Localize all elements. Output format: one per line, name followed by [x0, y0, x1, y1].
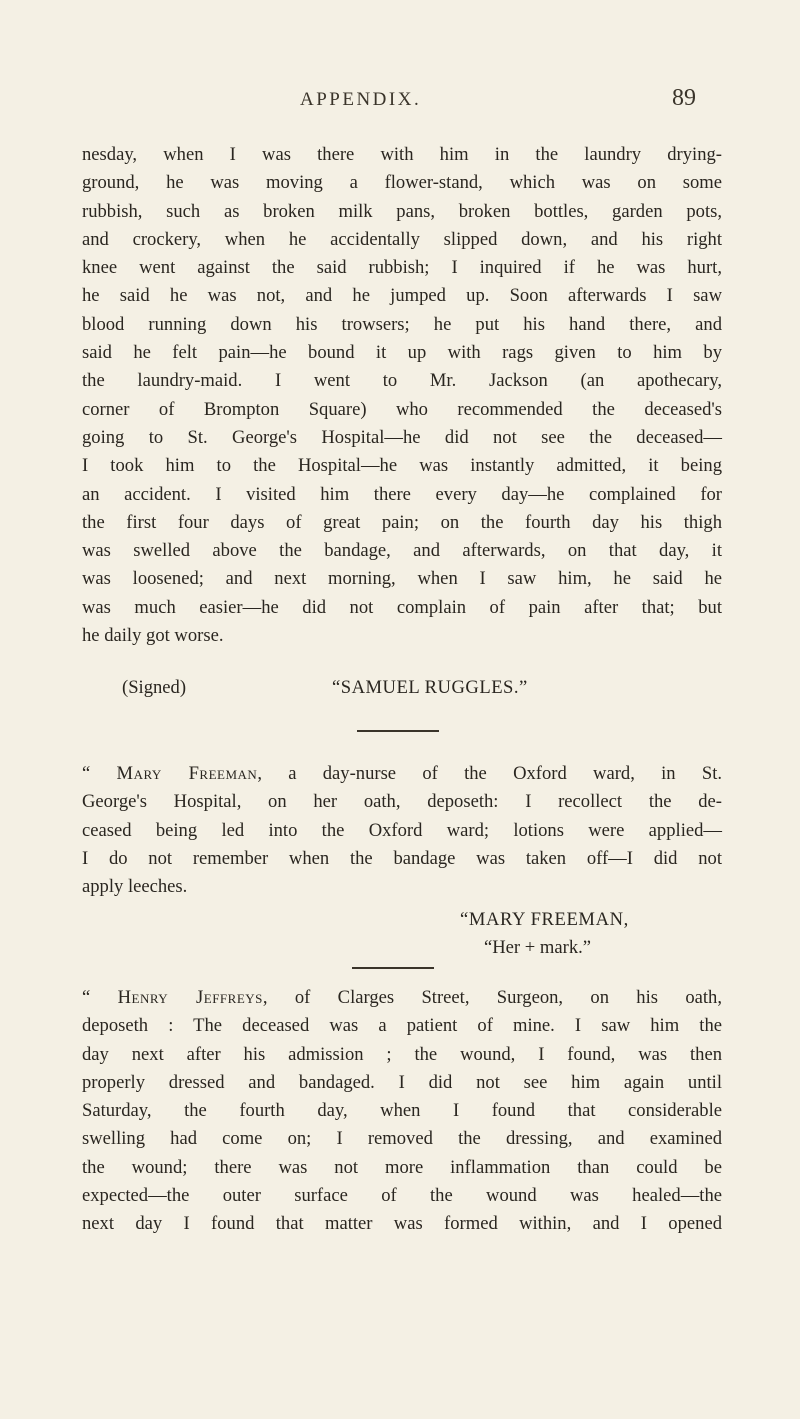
text-line: he said he was not, and he jumped up. Soon afterwards I saw: [82, 285, 722, 307]
text-line: was loosened; and next morning, when I saw him, he said he: [82, 568, 722, 590]
page-header: [0, 75, 800, 115]
running-head: APPENDIX.: [300, 89, 422, 110]
text-line: he daily got worse.: [82, 625, 224, 647]
section-divider: [357, 730, 439, 732]
text-line: nesday, when I was there with him in the laundry drying-: [82, 144, 722, 165]
text-line: George's Hospital, on her oath, deposeth: I recollect the de-: [82, 791, 722, 813]
text-line: the laundry-maid. I went to Mr. Jackson (an apothecary,: [82, 370, 722, 392]
text-line: corner of Brompton Square) who recommended the deceased's: [82, 398, 722, 420]
text-line: the first four days of great pain; on the fourth day his thigh: [82, 511, 722, 533]
deponent-name: Henry Jeffreys: [117, 987, 263, 1008]
text-line: and crockery, when he accidentally slipped down, and his right: [82, 228, 722, 250]
text-line: expected—the outer surface of the wound was healed—the: [82, 1185, 722, 1207]
text-line: the wound; there was not more inflammation than could be: [82, 1156, 722, 1178]
text-line: rubbish, such as broken milk pans, broken bottles, garden pots,: [82, 200, 722, 222]
text-line: properly dressed and bandaged. I did not see him again until: [82, 1071, 722, 1093]
signed-label: (Signed): [122, 677, 187, 698]
text-line: said he felt pain—he bound it up with rags given to him by: [82, 342, 722, 364]
page-number: 89: [672, 85, 696, 111]
text-line: ceased being led into the Oxford ward; lotions were applied—: [82, 819, 722, 841]
deponent-name: Mary Freeman: [116, 763, 258, 784]
opening-quote: “: [82, 987, 91, 1008]
freeman-mark: “Her + mark.”: [484, 937, 592, 958]
text-line: I took him to the Hospital—he was instantly admitted, it being: [82, 455, 722, 477]
jeffreys-testimony: [82, 984, 722, 1239]
signatory-name: “SAMUEL RUGGLES.”: [332, 677, 528, 698]
text-line: [82, 984, 722, 1012]
text-line: Saturday, the fourth day, when I found that considerable: [82, 1100, 722, 1122]
text-line: I do not remember when the bandage was taken off—I did not: [82, 847, 722, 869]
text-line: an accident. I visited him there every day—he complained for: [82, 483, 722, 505]
text-line: was much easier—he did not complain of pain after that; but: [82, 596, 722, 618]
section-divider: [352, 967, 434, 969]
opening-quote: “: [82, 763, 91, 784]
text-line: ground, he was moving a flower-stand, which was on some: [82, 172, 722, 194]
text-line: [82, 760, 722, 788]
text-line: deposeth : The deceased was a patient of mine. I saw him the: [82, 1015, 722, 1037]
text-line: blood running down his trowsers; he put his hand there, and: [82, 313, 722, 335]
ruggles-testimony: [82, 141, 722, 650]
freeman-testimony: [82, 760, 722, 901]
text-line: knee went against the said rubbish; I inquired if he was hurt,: [82, 257, 722, 279]
text-line: going to St. George's Hospital—he did not see the deceased—: [82, 426, 722, 448]
text-fragment: , of Clarges Street, Surgeon, on his oath,: [262, 987, 722, 1008]
text-line: swelling had come on; I removed the dressing, and examined: [82, 1128, 722, 1150]
freeman-signature: “MARY FREEMAN,: [460, 909, 629, 930]
text-line: was swelled above the bandage, and afterwards, on that day, it: [82, 540, 722, 562]
text-line: apply leeches.: [82, 876, 188, 898]
text-line: day next after his admission ; the wound, I found, was then: [82, 1043, 722, 1065]
text-fragment: , a day-nurse of the Oxford ward, in St.: [257, 763, 723, 784]
text-line: next day I found that matter was formed within, and I opened: [82, 1213, 722, 1235]
